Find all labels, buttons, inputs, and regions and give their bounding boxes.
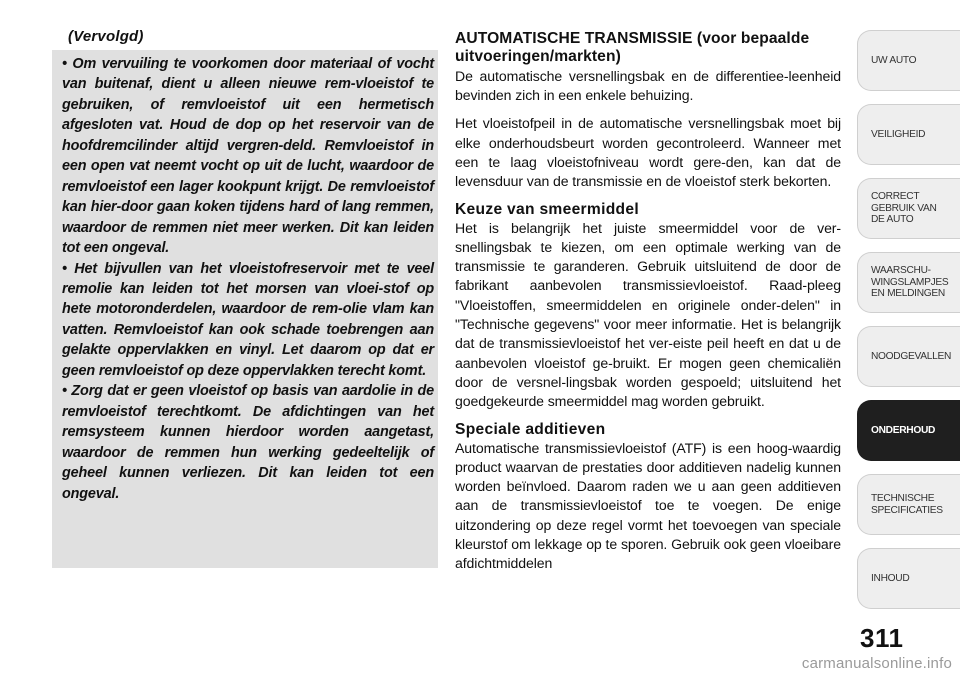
main-column [455,30,841,574]
tab-label: WAARSCHU- WINGSLAMPJES EN MELDINGEN [871,265,949,300]
tab-uw-auto[interactable] [857,30,960,91]
tab-veiligheid[interactable] [857,104,960,165]
tab-technische-specificaties[interactable] [857,474,960,535]
warning-text [62,54,434,504]
watermark: carmanualsonline.info [801,655,952,672]
tab-label: UW AUTO [871,54,917,66]
warning-item: • Zorg dat er geen vloeistof op basis van aardolie in de remvloeistof terechtkomt. De afdichtingen van het remsysteem kunnen hierdoor worden aangetast, waardoor de remmen hun werking gedeeltelijk of geheel kunnen verliezen. Dit kan leiden tot een ongeval. [62,383,434,502]
tab-onderhoud[interactable] [857,400,960,461]
warning-item: • Om vervuiling te voorkomen door materiaal of vocht van buitenaf, dient u alleen nieuwe rem-vloeistof te gebruiken, of remvloeistof uit een hermetisch afgesloten vat. Houd de dop op het reservoir van de hoofdremcilinder altijd vergren-deld. Remvloeistof in een open vat neemt vocht op uit de lucht, waardoor de remvloeistof een lager kookpunt krijgt. De remvloeistof kan hier-door gaan koken tijdens hard of lang remmen, waardoor de remmen niet meer werken. Dit kan leiden tot een ongeval. [62,56,434,257]
level-paragraph: Het vloeistofpeil in de automatische versnellingsbak moet bij elke onderhoudsbeurt worden gecontroleerd. Wanneer met een te laag vloeistofniveau wordt gere-den, kan dat de levensduur van de transmissie en de vloeistof sterk bekorten. [455,115,841,190]
tab-label: CORRECT GEBRUIK VAN DE AUTO [871,191,937,226]
chapter-tabs [857,30,960,622]
tab-label: INHOUD [871,572,910,584]
tab-waarschuwingslampjes[interactable] [857,252,960,313]
tab-label: VEILIGHEID [871,128,926,140]
tab-noodgevallen[interactable] [857,326,960,387]
lubricant-paragraph: Het is belangrijk het juiste smeermiddel voor de ver-snellingsbak te kiezen, om een optimale werking van de transmissie te garanderen. Gebruik uitsluitend de door de fabrikant aanbevolen transmissievloeistof. Raad-pleeg "Vloeistoffen, smeermiddelen en originele onder-delen" in "Technische gegevens" voor meer informatie. Het is belangrijk dat de transmissievloeistof het ver-eiste peil heeft en dat u de aanbevolen vloeistof ge-bruikt. Er mogen geen chemicaliën door de versnel-lingsbak worden gespoeld; uitsluitend het goedgekeurde smeermiddel mag worden gebruikt. [455,219,841,410]
additives-paragraph: Automatische transmissievloeistof (ATF) is een hoog-waardig product waarvan de prestaties door additieven nadelig kunnen worden beïnvloed. Daarom raden we u aan geen additieven aan de transmissievloeistof toe te voegen. De enige uitzondering op deze regel vormt het toevoegen van speciale kleurstof om lekkage op te sporen. Gebruik ook geen vloeibare afdichtmiddelen [455,439,841,572]
tab-label: NOODGEVALLEN [871,350,951,362]
subheading-additives: Speciale additieven [455,420,606,438]
intro-paragraph: De automatische versnellingsbak en de differentiee-leenheid bevinden zich in een enkele behuizing. [455,67,841,104]
tab-correct-gebruik[interactable] [857,178,960,239]
warning-item: • Het bijvullen van het vloeistofreservoir met te veel remolie kan leiden tot het morsen van vloei-stof op hete motoronderdelen, waardoor de rem-olie vlam kan vatten. Remvloeistof kan ook schade toebrengen aan gelakte oppervlakken en vinyl. Let daarom op dat er geen remvloeistof op deze oppervlakken terecht komt. [62,260,434,379]
section-title: AUTOMATISCHE TRANSMISSIE (voor bepaalde uitvoeringen/markten) [455,30,810,66]
tab-inhoud[interactable] [857,548,960,609]
page-number: 311 [860,623,904,653]
continued-label: (Vervolgd) [68,28,144,45]
tab-label: ONDERHOUD [871,424,936,436]
tab-label: TECHNISCHE SPECIFICATIES [871,493,943,516]
subheading-lubricant: Keuze van smeermiddel [455,200,639,218]
